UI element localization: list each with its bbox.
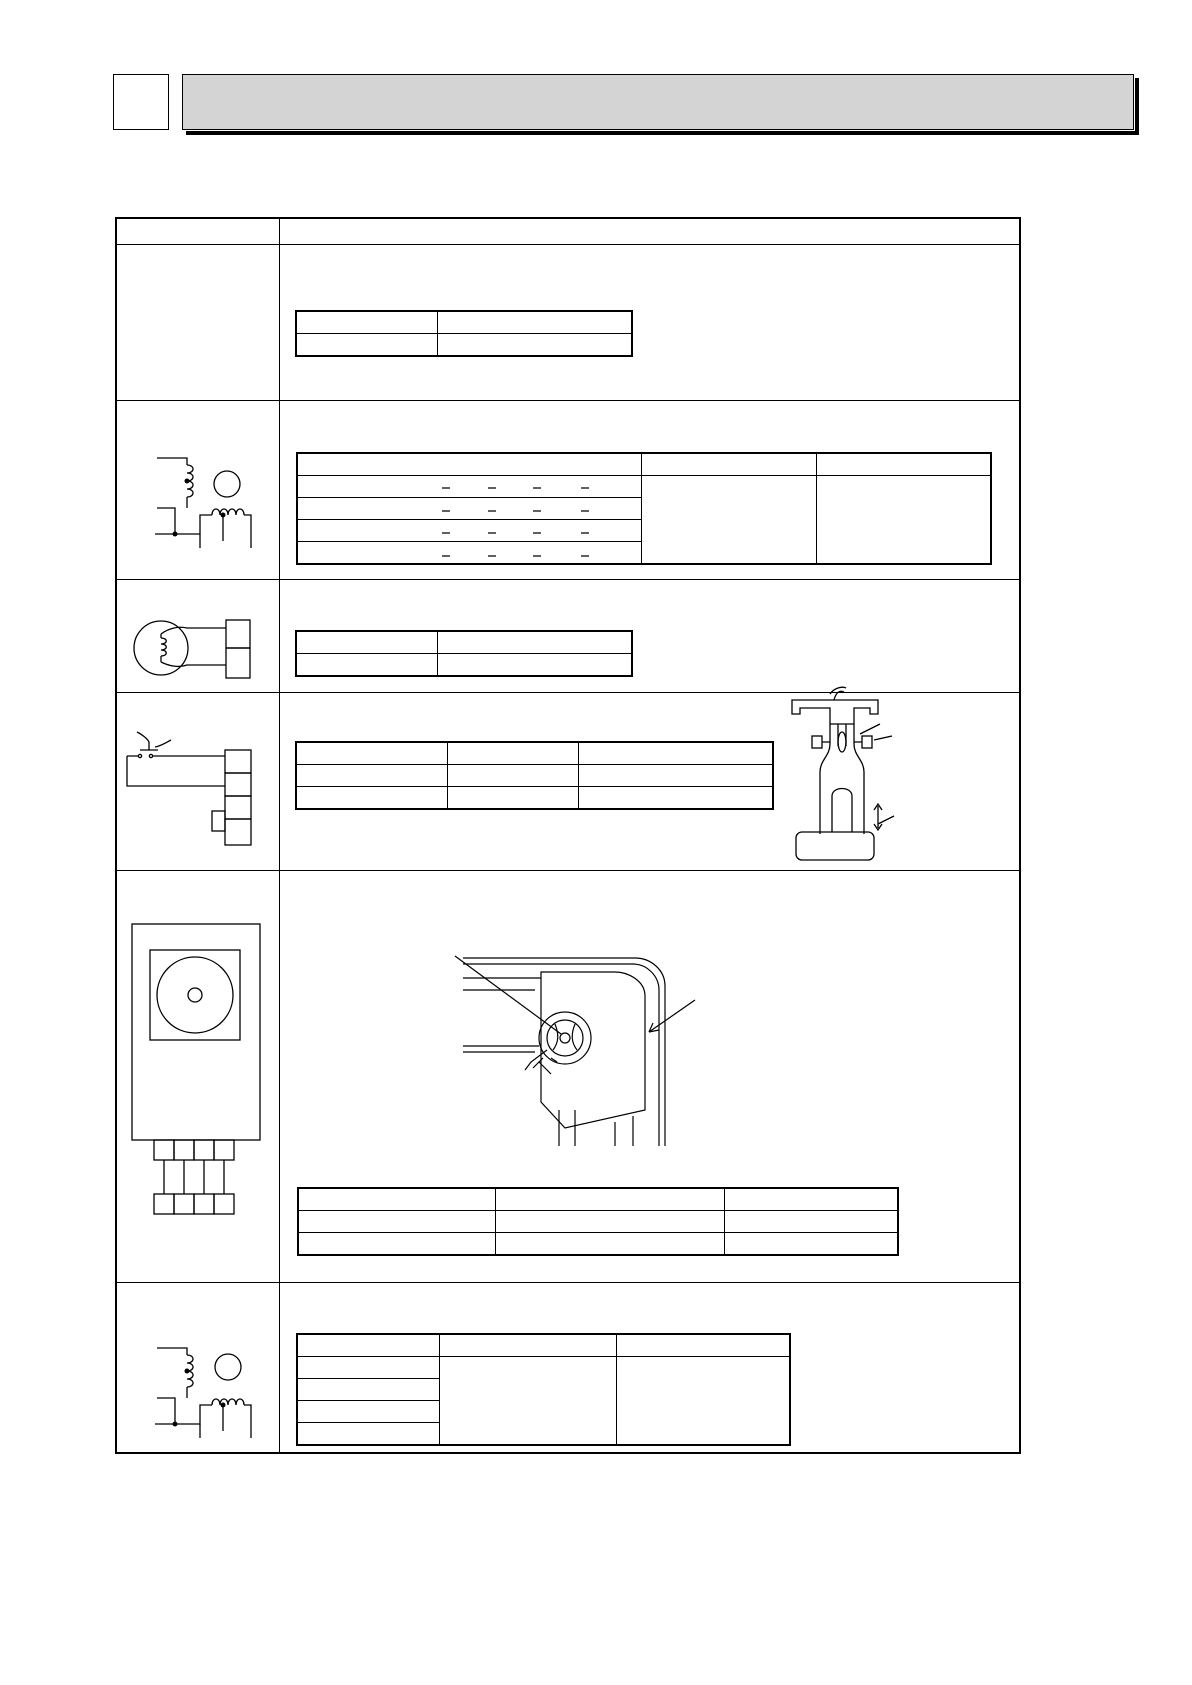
- blower-motor-terminal-icon: [130, 922, 262, 1217]
- section-number-box: [113, 74, 169, 130]
- row6-spec-table: [296, 1333, 791, 1446]
- row-divider: [117, 870, 1019, 871]
- fan-motor-coil-icon: [133, 618, 253, 680]
- row-divider: [117, 400, 1019, 401]
- section-title-bar: [182, 74, 1134, 130]
- row4-spec-table: [295, 741, 774, 810]
- float-switch-schematic-icon: [125, 728, 257, 848]
- row2-spec-table: [296, 452, 992, 565]
- float-switch-drawing-icon: [790, 686, 900, 862]
- column-divider: [279, 219, 280, 1452]
- row5-spec-table: [297, 1187, 899, 1256]
- row1-spec-table: [295, 310, 633, 357]
- row-divider: [117, 579, 1019, 580]
- row3-spec-table: [295, 630, 633, 677]
- coil-winding-icon: [155, 1335, 270, 1440]
- row-divider: [117, 1282, 1019, 1283]
- row2-dash-marks: [440, 486, 600, 561]
- indoor-unit-corner-drawing-icon: [455, 950, 715, 1150]
- stepping-motor-schematic-icon: [155, 445, 270, 550]
- header-row-divider: [117, 244, 1019, 245]
